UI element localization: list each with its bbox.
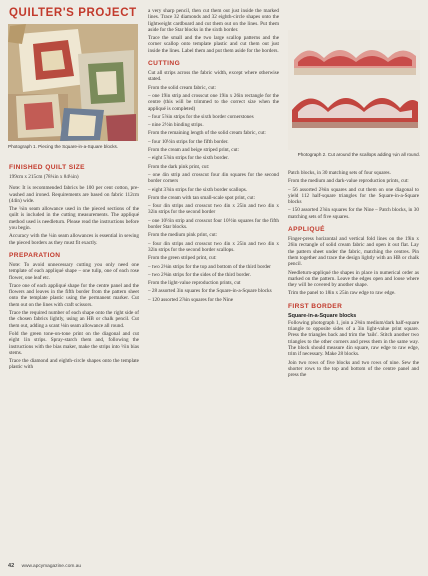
prep-note: Note: To avoid unnecessary cutting you only need one template of each appliqué shape – one tulip, one of each rose flower, one leaf etc. (9, 261, 139, 281)
cutting-line: – eight 3⅞in strips for the sixth border scallops. (148, 186, 248, 193)
photo-square-in-square-blocks (8, 24, 138, 141)
cutting-line: – 120 assorted 2⅞in squares for the Nine (148, 296, 233, 303)
col3-line: – 150 assorted 2⅞in squares for the Nine – Patch blocks, in 30 matching sets of five squares. (288, 207, 419, 220)
prep-bias-paragraph: Fold the green tone-on-tone print on the diagonal and cut eight 1in strips. Spray-starch them and, following the instructions with the bias maker, make the strips into ½in bias stems. (9, 330, 139, 356)
cutting-line: – one 19in strip and crosscut one 19in x 26in rectangle for the centre (this will be trimmed to the correct size when the appliqué is completed) (148, 92, 279, 112)
first-border-paragraph-1: Following photograph 1, join a 2⅜in medium/dark half-square triangle to opposite sides of a 3in light-value print square. Press the triangles back and trim the 'tails'. Stitch another two triangles to the other corners and press them in the same way. The block should measure 4in square, raw edge to raw edge, trim if necessary. Make 28 blocks. (288, 319, 419, 358)
cutting-line: From the light-value reproduction prints, cut (148, 280, 241, 287)
col3-line: From the medium and dark-value reproduction prints, cut: (288, 178, 409, 185)
scallop-paragraph: Trace the small and the two large scallop patterns and the corner scallop onto template plastic and cut them out just inside the lines. Label them and put them aside for the borders. (148, 35, 279, 54)
finished-size-heading: FINISHED QUILT SIZE (9, 164, 85, 171)
template-paragraph: a very sharp pencil, then cut them out just inside the marked lines. Trace 32 diamonds and 32 eighth-circle shapes onto the lightweight cardboard and cut them out on the lines. Put them aside for the Star blocks in the sixth border. (148, 8, 279, 33)
applique-heading: APPLIQUÉ (288, 226, 325, 234)
column-3 (288, 170, 419, 380)
magazine-url: www.apcymagazine.com.au (21, 564, 82, 569)
page-footer (8, 563, 81, 569)
prep-trace-paragraph: Trace one of each appliqué shape for the centre panel and the flowers and leaves in the fifth border from the pattern sheet onto the template plastic using the permanent marker. Cut them out on the lines with craft scissors. (9, 282, 139, 308)
cutting-line: – two 2⅛in strips for the top and bottom of the third border (148, 263, 271, 270)
column-1 (9, 158, 139, 373)
applique-paragraph-2: Needleturn-appliqué the shapes in place in numerical order as marked on the pattern. Leave the edges open and loose where they will be covered by another shape. (288, 269, 419, 289)
cutting-line: From the cream with tan small-scale spot print, cut: (148, 194, 256, 201)
first-border-heading: FIRST BORDER (288, 302, 343, 310)
column-2 (148, 8, 279, 305)
seam-allowance-paragraph: The ¼in seam allowance used in the pieced sections of the quilt is included in the cutting measurements. The appliqué method used is needleturn. Please read the instructions before you begin. (9, 206, 139, 232)
cutting-line: From the medium pink print, cut: (148, 232, 218, 239)
photo-1-caption: Photograph 1. Piecing the Square-in-a-Square blocks. (8, 144, 119, 149)
cutting-line: – one 4in strip and crosscut four 4in squares for the second border corners (148, 171, 279, 185)
quilt-blocks-illustration (8, 24, 138, 141)
first-border-paragraph-2: Join two rows of five blocks and two rows of nine. Sew the shorter rows to the top and bottom of the centre panel and press the (288, 359, 419, 379)
page-number: 42 (8, 563, 15, 569)
finished-size-value: 199cm x 215cm (78¼in x 84¼in) (9, 174, 79, 180)
cutting-line: – eight 5⅞in strips for the sixth border. (148, 155, 229, 162)
cutting-line: – two 2⅝in strips for the sides of the third border. (148, 271, 251, 278)
cutting-line: From the cream and beige striped print, cut: (148, 147, 240, 154)
scallops-illustration (288, 30, 420, 150)
applique-paragraph-1: Finger-press horizontal and vertical fold lines on the 19in x 26in rectangle of solid cream fabric and open it out flat. Lay the pattern sheet under the fabric, matching the centres. Pin them together and trace the design lightly with an HB or chalk pencil. (288, 236, 419, 268)
prep-fabric-paragraph: Trace the required number of each shape onto the right side of the chosen fabrics lightly, using an HB or chalk pencil. Cut them out, adding a scant ⅛in seam allowance all round. (9, 310, 139, 329)
photo-2-caption: Photograph 2. Cut around the scallops adding ¼in all round. (297, 152, 420, 157)
page-title: QUILTER'S PROJECT (9, 7, 137, 19)
cutting-line: – four 10½in strips for the fifth border. (148, 138, 229, 145)
photo-scallops (288, 30, 420, 150)
cutting-line: – four 4in strips and crosscut two 4in x 25in and two 4in x 32in strips for the second border scallops. (148, 240, 279, 253)
cutting-heading: CUTTING (148, 60, 181, 68)
col3-line: – 56 assorted 2⅜in squares and cut them on one diagonal to yield 112 half-square triangles for the Square-in-a-Square blocks (288, 186, 419, 206)
accuracy-paragraph: Accuracy with the ¼in seam allowances is essential in sewing the pieced borders as they must fit exactly. (9, 233, 139, 246)
applique-paragraph-3: Trim the panel to 18in x 25in raw edge to raw edge. (288, 290, 396, 297)
cutting-line: From the dark pink print, cut: (148, 163, 210, 170)
cutting-line: – four 5⅞in strips for the sixth border cornerstones (148, 113, 254, 120)
preparation-heading: PREPARATION (9, 251, 61, 259)
fabric-note: Note: It is recommended fabrics be 100 per cent cotton, pre-washed and ironed. Requirements are based on fabric 112cm (44in) wide. (9, 185, 139, 204)
cutting-line: From the remaining length of the solid cream fabric, cut: (148, 130, 266, 137)
cutting-line: – nine 2½in binding strips. (148, 122, 204, 129)
cutting-line: From the solid cream fabric, cut: (148, 84, 216, 91)
cutting-line: – one 10½in strip and crosscut four 10½in squares for the fifth border Star blocks. (148, 217, 279, 231)
cutting-line: – 28 assorted 3in squares for the Square-in-a-Square blocks (148, 288, 272, 295)
prep-diamond-paragraph: Trace the diamond and eighth-circle shapes onto the template plastic with (9, 358, 139, 371)
col3-line: Patch blocks, in 30 matching sets of four squares. (288, 170, 391, 176)
square-in-square-subheading: Square-in-a-Square blocks (288, 312, 357, 319)
cutting-line: From the green striped print, cut: (148, 255, 217, 262)
cutting-line: Cut all strips across the fabric width, except where otherwise stated. (148, 70, 279, 83)
cutting-line: – four 4in strips and crosscut two 4in x 25in and two 4in x 32in strips for the second border (148, 203, 279, 216)
